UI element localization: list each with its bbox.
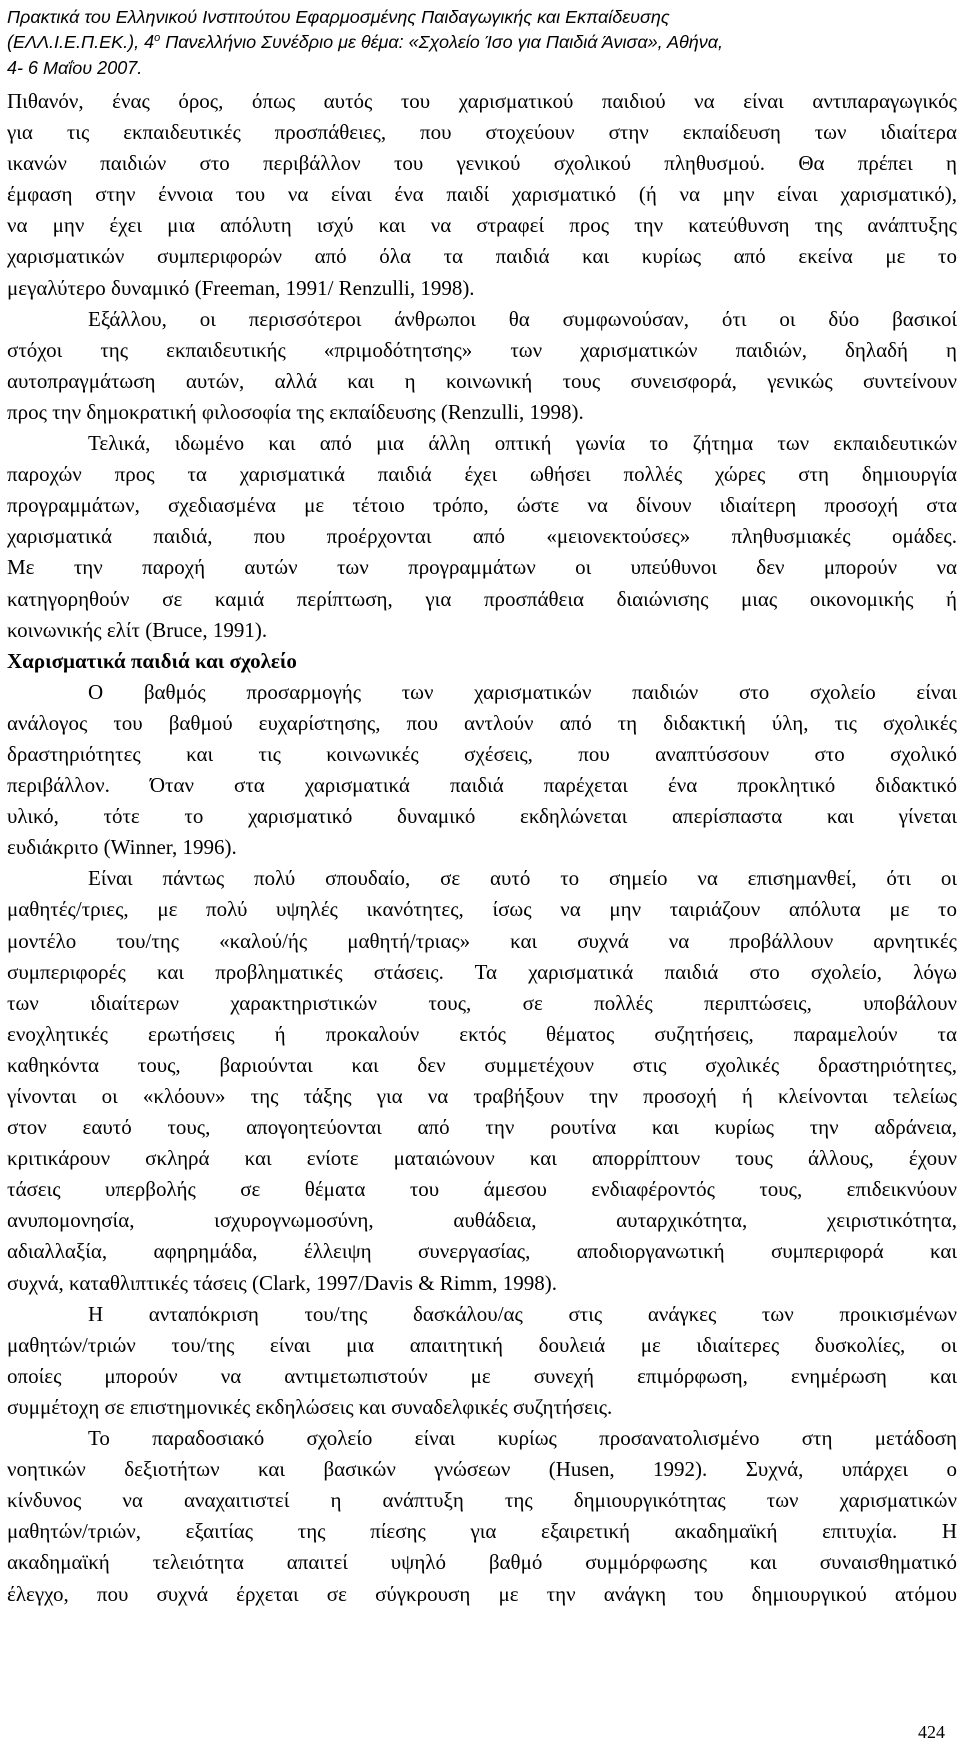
section-heading: Χαρισματικά παιδιά και σχολείο	[7, 648, 297, 673]
paragraph	[7, 304, 957, 428]
text-line: Είναι πάντως πολύ σπουδαίο, σε αυτό το σημείο να επισημανθεί, ότι οι	[88, 866, 957, 891]
text-line: ανάλογος του βαθμού ευχαρίστησης, που αντλούν από τη διδακτική ύλη, τις σχολικές	[7, 710, 957, 735]
text-line: υλικό, τότε το χαρισματικό δυναμικό εκδηλώνεται απερίσπαστα και γίνεται	[7, 804, 957, 829]
text-line: Τελικά, ιδωμένο και από μια άλλη οπτική γωνία το ζήτημα των εκπαιδευτικών	[88, 431, 957, 456]
text-line: νοητικών δεξιοτήτων και βασικών γνώσεων (Husen, 1992). Συχνά, υπάρχει ο	[7, 1457, 957, 1482]
running-header-line-3: 4- 6 Μαΐου 2007.	[7, 58, 143, 78]
running-header-text: Πανελλήνιο Συνέδριο με θέμα: «Σχολείο Ίσο για Παιδιά Άνισα», Αθήνα,	[160, 32, 723, 52]
text-line: μεγαλύτερο δυναμικό (Freeman, 1991/ Renzulli, 1998).	[7, 275, 475, 300]
paragraph	[7, 863, 957, 1298]
text-line: κατηγορηθούν σε καμιά περίπτωση, για προσπάθεια διαιώνισης μιας οικονομικής ή	[7, 586, 957, 611]
page-number: 424	[918, 1722, 945, 1742]
text-line: κριτικάρουν σκληρά και ενίοτε ματαιώνουν και απορρίπτουν τους άλλους, έχουν	[7, 1146, 957, 1171]
text-line: Η ανταπόκριση του/της δασκάλου/ας στις ανάγκες των προικισμένων	[88, 1301, 957, 1326]
text-line: έμφαση στην έννοια του να είναι ένα παιδί χαρισματικό (ή να μην είναι χαρισματικό),	[7, 182, 957, 207]
intro-paragraphs	[7, 86, 957, 646]
text-line: συχνά, καταθλιπτικές τάσεις (Clark, 1997/Davis & Rimm, 1998).	[7, 1270, 558, 1295]
text-line: ενοχλητικές ερωτήσεις ή προκαλούν εκτός θέματος συζητήσεις, παραμελούν τα	[7, 1021, 957, 1046]
text-line: συμμέτοχη σε επιστημονικές εκδηλώσεις και συναδελφικές συζητήσεις.	[7, 1394, 613, 1419]
text-line: χαρισματικά παιδιά, που προέρχονται από «μειονεκτούσες» πληθυσμιακές ομάδες.	[7, 524, 957, 549]
text-line: προς την δημοκρατική φιλοσοφία της εκπαίδευσης (Renzulli, 1998).	[7, 399, 584, 424]
paragraph	[7, 1423, 957, 1610]
text-line: μαθητές/τριες, με πολύ υψηλές ικανότητες, ίσως να μην ταιριάζουν απόλυτα με το	[7, 897, 957, 922]
text-line: ικανών παιδιών στο περιβάλλον του γενικού σχολικού πληθυσμού. Θα πρέπει η	[7, 151, 957, 176]
text-line: περιβάλλον. Όταν στα χαρισματικά παιδιά παρέχεται ένα προκλητικό διδακτικό	[7, 773, 957, 798]
text-line: των ιδιαίτερων χαρακτηριστικών τους, σε πολλές περιπτώσεις, υποβάλουν	[7, 990, 957, 1015]
text-line: Με την παροχή αυτών των προγραμμάτων οι υπεύθυνοι δεν μπορούν να	[7, 555, 957, 580]
text-line: προγραμμάτων, σχεδιασμένα με τέτοιο τρόπο, ώστε να δίνουν ιδιαίτερη προσοχή στα	[7, 493, 957, 518]
text-line: τάσεις υπερβολής σε θέματα του άμεσου ενδιαφέροντός τους, επιδεικνύουν	[7, 1177, 957, 1202]
text-line: Ο βαθμός προσαρμογής των χαρισματικών παιδιών στο σχολείο είναι	[88, 679, 957, 704]
text-line: Το παραδοσιακό σχολείο είναι κυρίως προσανατολισμένο στη μετάδοση	[88, 1426, 957, 1451]
text-line: αυτοπραγμάτωση αυτών, αλλά και η κοινωνική τους συνεισφορά, γενικώς συντείνουν	[7, 368, 957, 393]
text-line: καθηκόντα τους, βαριούνται και δεν συμμετέχουν στις σχολικές δραστηριότητες,	[7, 1052, 957, 1077]
text-line: οποίες μπορούν να αντιμετωπιστούν με συνεχή επιμόρφωση, ενημέρωση και	[7, 1363, 957, 1388]
paragraph	[7, 677, 957, 864]
text-line: κοινωνικής ελίτ (Bruce, 1991).	[7, 617, 268, 642]
text-line: μοντέλο του/της «καλού/ής μαθητή/τριας» και συχνά να προβάλλουν αρνητικές	[7, 928, 957, 953]
text-line: συμπεριφορές και προβληματικές στάσεις. Τα χαρισματικά παιδιά στο σχολείο, λόγω	[7, 959, 957, 984]
text-line: Εξάλλου, οι περισσότεροι άνθρωποι θα συμφωνούσαν, ότι οι δύο βασικοί	[88, 306, 957, 331]
text-line: μαθητών/τριών, εξαιτίας της πίεσης για εξαιρετική ακαδημαϊκή επιτυχία. Η	[7, 1519, 957, 1544]
text-line: στόχοι της εκπαιδευτικής «πριμοδότητσης» των χαρισματικών παιδιών, δηλαδή η	[7, 337, 957, 362]
paragraph	[7, 1299, 957, 1423]
running-header-text: (ΕΛΛ.Ι.Ε.Π.ΕΚ.), 4	[7, 32, 155, 52]
section-paragraphs	[7, 677, 957, 1610]
text-line: δραστηριότητες και τις κοινωνικές σχέσεις, που αναπτύσσουν στο σχολικό	[7, 741, 957, 766]
paragraph	[7, 86, 957, 304]
text-line: ακαδημαϊκή τελειότητα απαιτεί υψηλό βαθμό συμμόρφωσης και συναισθηματικό	[7, 1550, 957, 1575]
text-line: έλεγχο, που συχνά έρχεται σε σύγκρουση με την ανάγκη του δημιουργικού ατόμου	[7, 1581, 957, 1606]
text-line: μαθητών/τριών του/της είναι μια απαιτητική δουλειά με ιδιαίτερες δυσκολίες, οι	[7, 1332, 957, 1357]
text-line: να μην έχει μια απόλυτη ισχύ και να στραφεί προς την κατεύθυνση της ανάπτυξης	[7, 213, 957, 238]
text-line: γίνονται οι «κλόουν» της τάξης για να τραβήξουν την προσοχή ή κλείνονται τελείως	[7, 1084, 957, 1108]
running-header-line-2	[7, 30, 957, 54]
ordinal-superscript: ο	[154, 32, 161, 44]
text-line: χαρισματικών συμπεριφορών από όλα τα παιδιά και κυρίως από εκείνα με το	[7, 244, 957, 269]
text-line: για τις εκπαιδευτικές προσπάθειες, που στοχεύουν στην εκπαίδευση των ιδιαίτερα	[7, 120, 957, 145]
text-line: στον εαυτό τους, απογοητεύονται από την ρουτίνα και κυρίως την αδράνεια,	[7, 1115, 957, 1140]
text-line: παροχών προς τα χαρισματικά παιδιά έχει ωθήσει πολλές χώρες στη δημιουργία	[7, 462, 957, 487]
document-body	[7, 86, 957, 1610]
paragraph	[7, 428, 957, 646]
text-line: κίνδυνος να αναχαιτιστεί η ανάπτυξη της δημιουργικότητας των χαρισματικών	[7, 1488, 957, 1513]
text-line: ανυπομονησία, ισχυρογνωμοσύνη, αυθάδεια, αυταρχικότητα, χειριστικότητα,	[7, 1208, 957, 1233]
text-line: αδιαλλαξία, αφηρημάδα, έλλειψη συνεργασίας, αποδιοργανωτική συμπεριφορά και	[7, 1239, 957, 1264]
text-line: Πιθανόν, ένας όρος, όπως αυτός του χαρισματικού παιδιού να είναι αντιπαραγωγικός	[7, 89, 957, 113]
running-header-line-1: Πρακτικά του Ελληνικού Ινστιτούτου Εφαρμοσμένης Παιδαγωγικής και Εκπαίδευσης	[7, 7, 670, 27]
text-line: ευδιάκριτο (Winner, 1996).	[7, 835, 237, 860]
